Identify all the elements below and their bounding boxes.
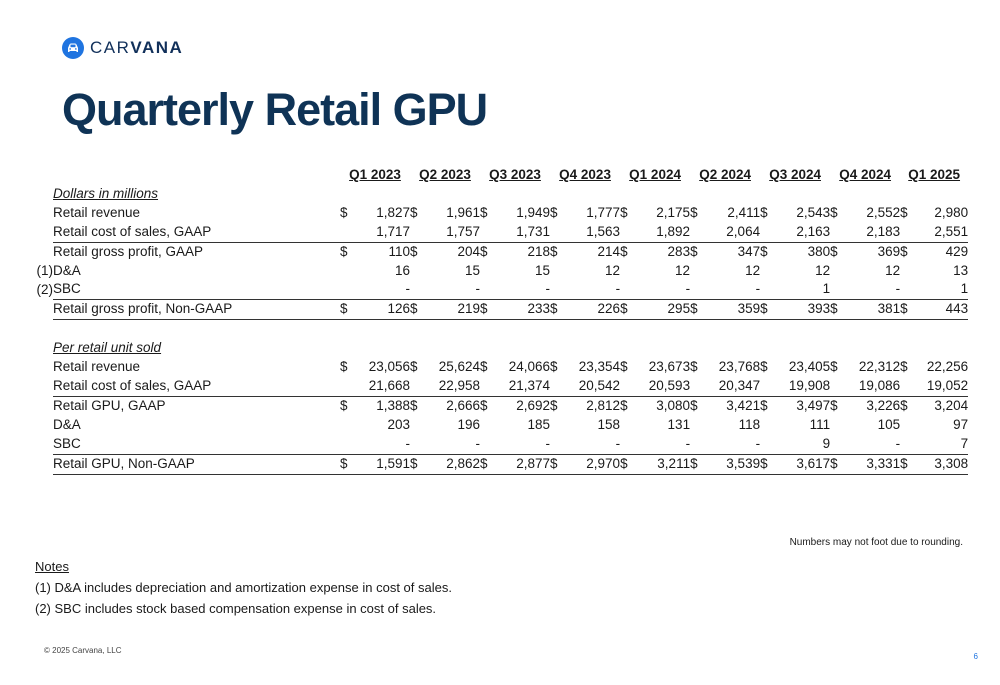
value-cell: 20,542 bbox=[578, 378, 621, 394]
value-cell: 3,211 bbox=[640, 454, 690, 474]
currency-symbol: $ bbox=[690, 300, 710, 320]
value-cell: 2,980 bbox=[934, 204, 969, 220]
value-cell: 226 bbox=[570, 300, 620, 320]
value-cell: 2,183 bbox=[866, 223, 901, 239]
currency-symbol bbox=[340, 416, 360, 435]
footnote-marker bbox=[30, 435, 53, 454]
value-cell: 1 bbox=[822, 281, 831, 297]
currency-symbol bbox=[550, 377, 570, 396]
value-cell: 12 bbox=[815, 262, 831, 278]
currency-symbol bbox=[480, 223, 500, 242]
currency-symbol: $ bbox=[900, 396, 920, 415]
currency-symbol bbox=[480, 416, 500, 435]
row-label: Retail revenue bbox=[53, 359, 141, 375]
value-cell: - bbox=[685, 435, 691, 451]
value-cell: 3,080 bbox=[640, 396, 690, 415]
car-icon bbox=[62, 37, 84, 59]
currency-symbol: $ bbox=[830, 396, 850, 415]
value-cell: 347 bbox=[710, 242, 760, 261]
value-cell: 22,256 bbox=[926, 359, 969, 375]
value-cell: 196 bbox=[457, 416, 481, 432]
currency-symbol: $ bbox=[340, 300, 360, 320]
value-cell: 2,551 bbox=[934, 223, 969, 239]
quarter-header bbox=[550, 166, 620, 185]
footnote-marker bbox=[30, 242, 53, 261]
value-cell: 24,066 bbox=[508, 359, 551, 375]
footnote-marker bbox=[30, 396, 53, 415]
value-cell: 23,673 bbox=[648, 359, 691, 375]
currency-symbol: $ bbox=[550, 359, 558, 375]
logo-text-bold: VANA bbox=[130, 38, 184, 57]
quarter-header-row bbox=[30, 166, 968, 185]
currency-symbol: $ bbox=[410, 204, 418, 220]
currency-symbol bbox=[620, 377, 640, 396]
table-row bbox=[30, 204, 968, 223]
table-row bbox=[30, 262, 968, 281]
row-label: D&A bbox=[53, 416, 81, 432]
currency-symbol bbox=[690, 377, 710, 396]
currency-symbol: $ bbox=[480, 396, 500, 415]
value-cell: 13 bbox=[953, 262, 969, 278]
value-cell: 443 bbox=[920, 300, 968, 320]
currency-symbol bbox=[830, 435, 850, 454]
value-cell: 3,308 bbox=[920, 454, 968, 474]
value-cell: 19,908 bbox=[788, 378, 831, 394]
value-cell: 23,056 bbox=[368, 359, 411, 375]
table-row bbox=[30, 280, 968, 299]
value-cell: 12 bbox=[745, 262, 761, 278]
row-label: Retail revenue bbox=[53, 204, 141, 220]
currency-symbol: $ bbox=[340, 204, 348, 220]
value-cell: 381 bbox=[850, 300, 900, 320]
table-row bbox=[30, 223, 968, 242]
quarter-header bbox=[690, 166, 760, 185]
value-cell: 2,163 bbox=[796, 223, 831, 239]
value-cell: 2,064 bbox=[726, 223, 761, 239]
value-cell: 21,668 bbox=[368, 378, 411, 394]
value-cell: 204 bbox=[430, 242, 480, 261]
currency-symbol bbox=[900, 416, 920, 435]
row-label: Retail cost of sales, GAAP bbox=[53, 378, 212, 394]
value-cell: 1,777 bbox=[586, 204, 621, 220]
table-row bbox=[30, 358, 968, 377]
value-cell: 2,411 bbox=[727, 204, 761, 220]
value-cell: 3,497 bbox=[780, 396, 830, 415]
currency-symbol: $ bbox=[340, 242, 360, 261]
quarter-label: Q3 2024 bbox=[769, 167, 821, 182]
value-cell: 218 bbox=[500, 242, 550, 261]
footnote-marker bbox=[30, 300, 53, 320]
currency-symbol bbox=[690, 223, 710, 242]
value-cell: 1,563 bbox=[586, 223, 621, 239]
currency-symbol bbox=[690, 435, 710, 454]
currency-symbol bbox=[690, 262, 710, 281]
currency-symbol bbox=[900, 377, 920, 396]
value-cell: 1,717 bbox=[376, 223, 411, 239]
currency-symbol bbox=[760, 435, 780, 454]
table-row bbox=[30, 300, 968, 320]
rounding-note: Numbers may not foot due to rounding. bbox=[789, 537, 963, 548]
currency-symbol bbox=[900, 280, 920, 299]
row-label: Retail cost of sales, GAAP bbox=[53, 223, 212, 239]
value-cell: 233 bbox=[500, 300, 550, 320]
currency-symbol: $ bbox=[480, 359, 488, 375]
quarter-header bbox=[340, 166, 410, 185]
value-cell: 369 bbox=[850, 242, 900, 261]
currency-symbol: $ bbox=[900, 300, 920, 320]
currency-symbol: $ bbox=[620, 242, 640, 261]
currency-symbol bbox=[550, 280, 570, 299]
currency-symbol: $ bbox=[690, 242, 710, 261]
currency-symbol bbox=[480, 280, 500, 299]
currency-symbol: $ bbox=[340, 454, 360, 474]
currency-symbol: $ bbox=[620, 300, 640, 320]
value-cell: 2,862 bbox=[430, 454, 480, 474]
currency-symbol: $ bbox=[410, 242, 430, 261]
page-title: Quarterly Retail GPU bbox=[62, 84, 488, 135]
currency-symbol bbox=[410, 377, 430, 396]
value-cell: 1,591 bbox=[360, 454, 410, 474]
value-cell: 20,593 bbox=[648, 378, 691, 394]
value-cell: 1,757 bbox=[446, 223, 481, 239]
value-cell: 380 bbox=[780, 242, 830, 261]
footnote-marker: (1) bbox=[36, 262, 53, 278]
currency-symbol: $ bbox=[900, 204, 908, 220]
section-label: Dollars in millions bbox=[53, 185, 159, 201]
currency-symbol: $ bbox=[410, 300, 430, 320]
quarter-label: Q2 2023 bbox=[419, 167, 471, 182]
currency-symbol: $ bbox=[760, 396, 780, 415]
logo-wordmark bbox=[90, 38, 183, 58]
value-cell: 12 bbox=[885, 262, 901, 278]
currency-symbol: $ bbox=[410, 396, 430, 415]
value-cell: 1,388 bbox=[360, 396, 410, 415]
footnote-marker bbox=[30, 454, 53, 474]
value-cell: 2,692 bbox=[500, 396, 550, 415]
currency-symbol bbox=[830, 262, 850, 281]
quarter-header bbox=[900, 166, 968, 185]
spacer-row bbox=[30, 320, 968, 340]
currency-symbol: $ bbox=[410, 359, 418, 375]
value-cell: 3,539 bbox=[710, 454, 760, 474]
quarter-label: Q1 2025 bbox=[908, 167, 961, 182]
currency-symbol: $ bbox=[340, 396, 360, 415]
table-row bbox=[30, 377, 968, 396]
currency-symbol bbox=[900, 435, 920, 454]
quarter-label: Q1 2023 bbox=[349, 167, 401, 182]
footnote-marker bbox=[30, 377, 53, 396]
currency-symbol: $ bbox=[480, 300, 500, 320]
value-cell: 16 bbox=[394, 262, 411, 278]
row-label: Retail gross profit, GAAP bbox=[53, 242, 340, 261]
note-item: (1) D&A includes depreciation and amortization expense in cost of sales. bbox=[35, 580, 452, 595]
currency-symbol bbox=[760, 416, 780, 435]
copyright: © 2025 Carvana, LLC bbox=[44, 646, 122, 655]
value-cell: 359 bbox=[710, 300, 760, 320]
value-cell: 19,052 bbox=[926, 378, 969, 394]
quarter-label: Q3 2023 bbox=[489, 167, 541, 182]
value-cell: 3,331 bbox=[850, 454, 900, 474]
currency-symbol: $ bbox=[550, 242, 570, 261]
currency-symbol bbox=[480, 377, 500, 396]
currency-symbol bbox=[760, 223, 780, 242]
currency-symbol: $ bbox=[690, 396, 710, 415]
section-label: Per retail unit sold bbox=[53, 340, 162, 356]
value-cell: 2,812 bbox=[570, 396, 620, 415]
currency-symbol bbox=[760, 262, 780, 281]
currency-symbol bbox=[550, 262, 570, 281]
value-cell: 15 bbox=[535, 262, 551, 278]
value-cell: 111 bbox=[809, 416, 831, 432]
currency-symbol: $ bbox=[830, 300, 850, 320]
value-cell: 25,624 bbox=[438, 359, 481, 375]
footnote-marker bbox=[30, 358, 53, 377]
value-cell: 118 bbox=[738, 416, 761, 432]
currency-symbol bbox=[340, 223, 360, 242]
currency-symbol bbox=[480, 262, 500, 281]
currency-symbol: $ bbox=[550, 396, 570, 415]
currency-symbol bbox=[760, 280, 780, 299]
currency-symbol bbox=[340, 280, 360, 299]
currency-symbol: $ bbox=[760, 454, 780, 474]
value-cell: - bbox=[405, 281, 411, 297]
currency-symbol: $ bbox=[830, 204, 838, 220]
value-cell: 3,617 bbox=[780, 454, 830, 474]
value-cell: - bbox=[615, 435, 621, 451]
quarter-label: Q4 2023 bbox=[559, 167, 611, 182]
notes-title: Notes bbox=[35, 559, 69, 574]
value-cell: 219 bbox=[430, 300, 480, 320]
value-cell: 1,892 bbox=[656, 223, 691, 239]
table-row bbox=[30, 242, 968, 261]
currency-symbol bbox=[830, 280, 850, 299]
currency-symbol bbox=[340, 262, 360, 281]
value-cell: 12 bbox=[675, 262, 691, 278]
retail-gpu-table bbox=[30, 166, 968, 475]
currency-symbol bbox=[620, 280, 640, 299]
value-cell: 3,226 bbox=[850, 396, 900, 415]
currency-symbol: $ bbox=[480, 454, 500, 474]
currency-symbol bbox=[340, 435, 360, 454]
row-label: SBC bbox=[53, 281, 81, 297]
footnote-marker bbox=[30, 416, 53, 435]
value-cell: 185 bbox=[527, 416, 551, 432]
row-label: SBC bbox=[53, 435, 81, 451]
value-cell: 7 bbox=[960, 435, 969, 451]
value-cell: 1,731 bbox=[516, 223, 551, 239]
value-cell: 2,877 bbox=[500, 454, 550, 474]
value-cell: 23,354 bbox=[578, 359, 621, 375]
value-cell: 105 bbox=[877, 416, 901, 432]
currency-symbol: $ bbox=[760, 300, 780, 320]
value-cell: - bbox=[685, 281, 691, 297]
value-cell: 2,175 bbox=[656, 204, 691, 220]
currency-symbol bbox=[620, 262, 640, 281]
currency-symbol bbox=[900, 223, 920, 242]
value-cell: 2,552 bbox=[866, 204, 901, 220]
value-cell: 23,405 bbox=[788, 359, 831, 375]
value-cell: 1 bbox=[960, 281, 969, 297]
currency-symbol bbox=[410, 280, 430, 299]
section-header-row bbox=[30, 339, 968, 358]
value-cell: - bbox=[615, 281, 621, 297]
value-cell: 20,347 bbox=[718, 378, 761, 394]
value-cell: 2,666 bbox=[430, 396, 480, 415]
table-row bbox=[30, 416, 968, 435]
value-cell: 1,827 bbox=[376, 204, 411, 220]
value-cell: - bbox=[755, 435, 761, 451]
logo-text-light: CAR bbox=[90, 38, 131, 57]
footnote-marker: (2) bbox=[36, 281, 53, 297]
value-cell: 393 bbox=[780, 300, 830, 320]
currency-symbol bbox=[900, 262, 920, 281]
value-cell: 97 bbox=[953, 416, 969, 432]
currency-symbol: $ bbox=[830, 359, 838, 375]
quarter-header bbox=[480, 166, 550, 185]
value-cell: 21,374 bbox=[508, 378, 551, 394]
currency-symbol: $ bbox=[690, 204, 698, 220]
currency-symbol bbox=[620, 223, 640, 242]
currency-symbol: $ bbox=[900, 359, 908, 375]
currency-symbol: $ bbox=[550, 454, 570, 474]
value-cell: 131 bbox=[667, 416, 691, 432]
row-label: D&A bbox=[53, 262, 81, 278]
quarter-header bbox=[830, 166, 900, 185]
currency-symbol: $ bbox=[760, 242, 780, 261]
currency-symbol: $ bbox=[550, 204, 558, 220]
currency-symbol bbox=[410, 223, 430, 242]
table-row bbox=[30, 435, 968, 454]
value-cell: 15 bbox=[465, 262, 481, 278]
value-cell: 214 bbox=[570, 242, 620, 261]
value-cell: - bbox=[475, 281, 481, 297]
value-cell: 1,949 bbox=[516, 204, 551, 220]
value-cell: 9 bbox=[822, 435, 831, 451]
currency-symbol bbox=[760, 377, 780, 396]
currency-symbol bbox=[830, 377, 850, 396]
section-header-row bbox=[30, 185, 968, 204]
quarter-header bbox=[410, 166, 480, 185]
currency-symbol bbox=[830, 416, 850, 435]
value-cell: - bbox=[405, 435, 411, 451]
currency-symbol bbox=[690, 280, 710, 299]
quarter-label: Q4 2024 bbox=[839, 167, 892, 182]
value-cell: 158 bbox=[597, 416, 621, 432]
currency-symbol bbox=[340, 377, 360, 396]
currency-symbol: $ bbox=[690, 359, 698, 375]
currency-symbol: $ bbox=[480, 242, 500, 261]
page-number: 6 bbox=[973, 652, 978, 661]
currency-symbol: $ bbox=[830, 242, 850, 261]
value-cell: 22,958 bbox=[438, 378, 481, 394]
currency-symbol: $ bbox=[760, 359, 768, 375]
value-cell: 429 bbox=[920, 242, 968, 261]
currency-symbol bbox=[620, 416, 640, 435]
value-cell: 2,970 bbox=[570, 454, 620, 474]
footnote-marker bbox=[30, 204, 53, 223]
value-cell: 19,086 bbox=[858, 378, 901, 394]
table-row bbox=[30, 454, 968, 474]
currency-symbol bbox=[690, 416, 710, 435]
quarter-label: Q2 2024 bbox=[699, 167, 751, 182]
currency-symbol: $ bbox=[900, 454, 920, 474]
currency-symbol bbox=[410, 262, 430, 281]
currency-symbol: $ bbox=[340, 359, 348, 375]
currency-symbol: $ bbox=[480, 204, 488, 220]
value-cell: - bbox=[895, 435, 901, 451]
row-label: Retail gross profit, Non-GAAP bbox=[53, 300, 340, 320]
currency-symbol: $ bbox=[900, 242, 920, 261]
currency-symbol bbox=[410, 435, 430, 454]
quarter-header bbox=[760, 166, 830, 185]
currency-symbol: $ bbox=[620, 204, 628, 220]
value-cell: 12 bbox=[605, 262, 621, 278]
currency-symbol: $ bbox=[620, 359, 628, 375]
currency-symbol bbox=[550, 416, 570, 435]
currency-symbol bbox=[480, 435, 500, 454]
currency-symbol bbox=[410, 416, 430, 435]
quarter-label: Q1 2024 bbox=[629, 167, 681, 182]
table-row bbox=[30, 396, 968, 415]
currency-symbol: $ bbox=[620, 454, 640, 474]
currency-symbol: $ bbox=[690, 454, 710, 474]
currency-symbol: $ bbox=[830, 454, 850, 474]
value-cell: 2,543 bbox=[796, 204, 831, 220]
currency-symbol bbox=[550, 223, 570, 242]
carvana-logo bbox=[62, 37, 183, 59]
row-label: Retail GPU, GAAP bbox=[53, 396, 340, 415]
currency-symbol bbox=[550, 435, 570, 454]
value-cell: - bbox=[475, 435, 481, 451]
notes-section bbox=[35, 556, 452, 619]
value-cell: - bbox=[895, 281, 901, 297]
value-cell: 110 bbox=[360, 242, 410, 261]
value-cell: - bbox=[545, 435, 551, 451]
currency-symbol: $ bbox=[550, 300, 570, 320]
value-cell: 23,768 bbox=[718, 359, 761, 375]
value-cell: 295 bbox=[640, 300, 690, 320]
value-cell: - bbox=[755, 281, 761, 297]
currency-symbol bbox=[830, 223, 850, 242]
currency-symbol bbox=[620, 435, 640, 454]
value-cell: 3,421 bbox=[710, 396, 760, 415]
footnote-marker bbox=[30, 223, 53, 242]
row-label: Retail GPU, Non-GAAP bbox=[53, 454, 340, 474]
currency-symbol: $ bbox=[620, 396, 640, 415]
value-cell: 1,961 bbox=[446, 204, 481, 220]
value-cell: 3,204 bbox=[920, 396, 968, 415]
value-cell: 283 bbox=[640, 242, 690, 261]
value-cell: 203 bbox=[387, 416, 411, 432]
value-cell: 22,312 bbox=[858, 359, 901, 375]
quarter-header bbox=[620, 166, 690, 185]
value-cell: 126 bbox=[360, 300, 410, 320]
note-item: (2) SBC includes stock based compensation expense in cost of sales. bbox=[35, 601, 437, 616]
currency-symbol: $ bbox=[410, 454, 430, 474]
currency-symbol: $ bbox=[760, 204, 768, 220]
value-cell: - bbox=[545, 281, 551, 297]
